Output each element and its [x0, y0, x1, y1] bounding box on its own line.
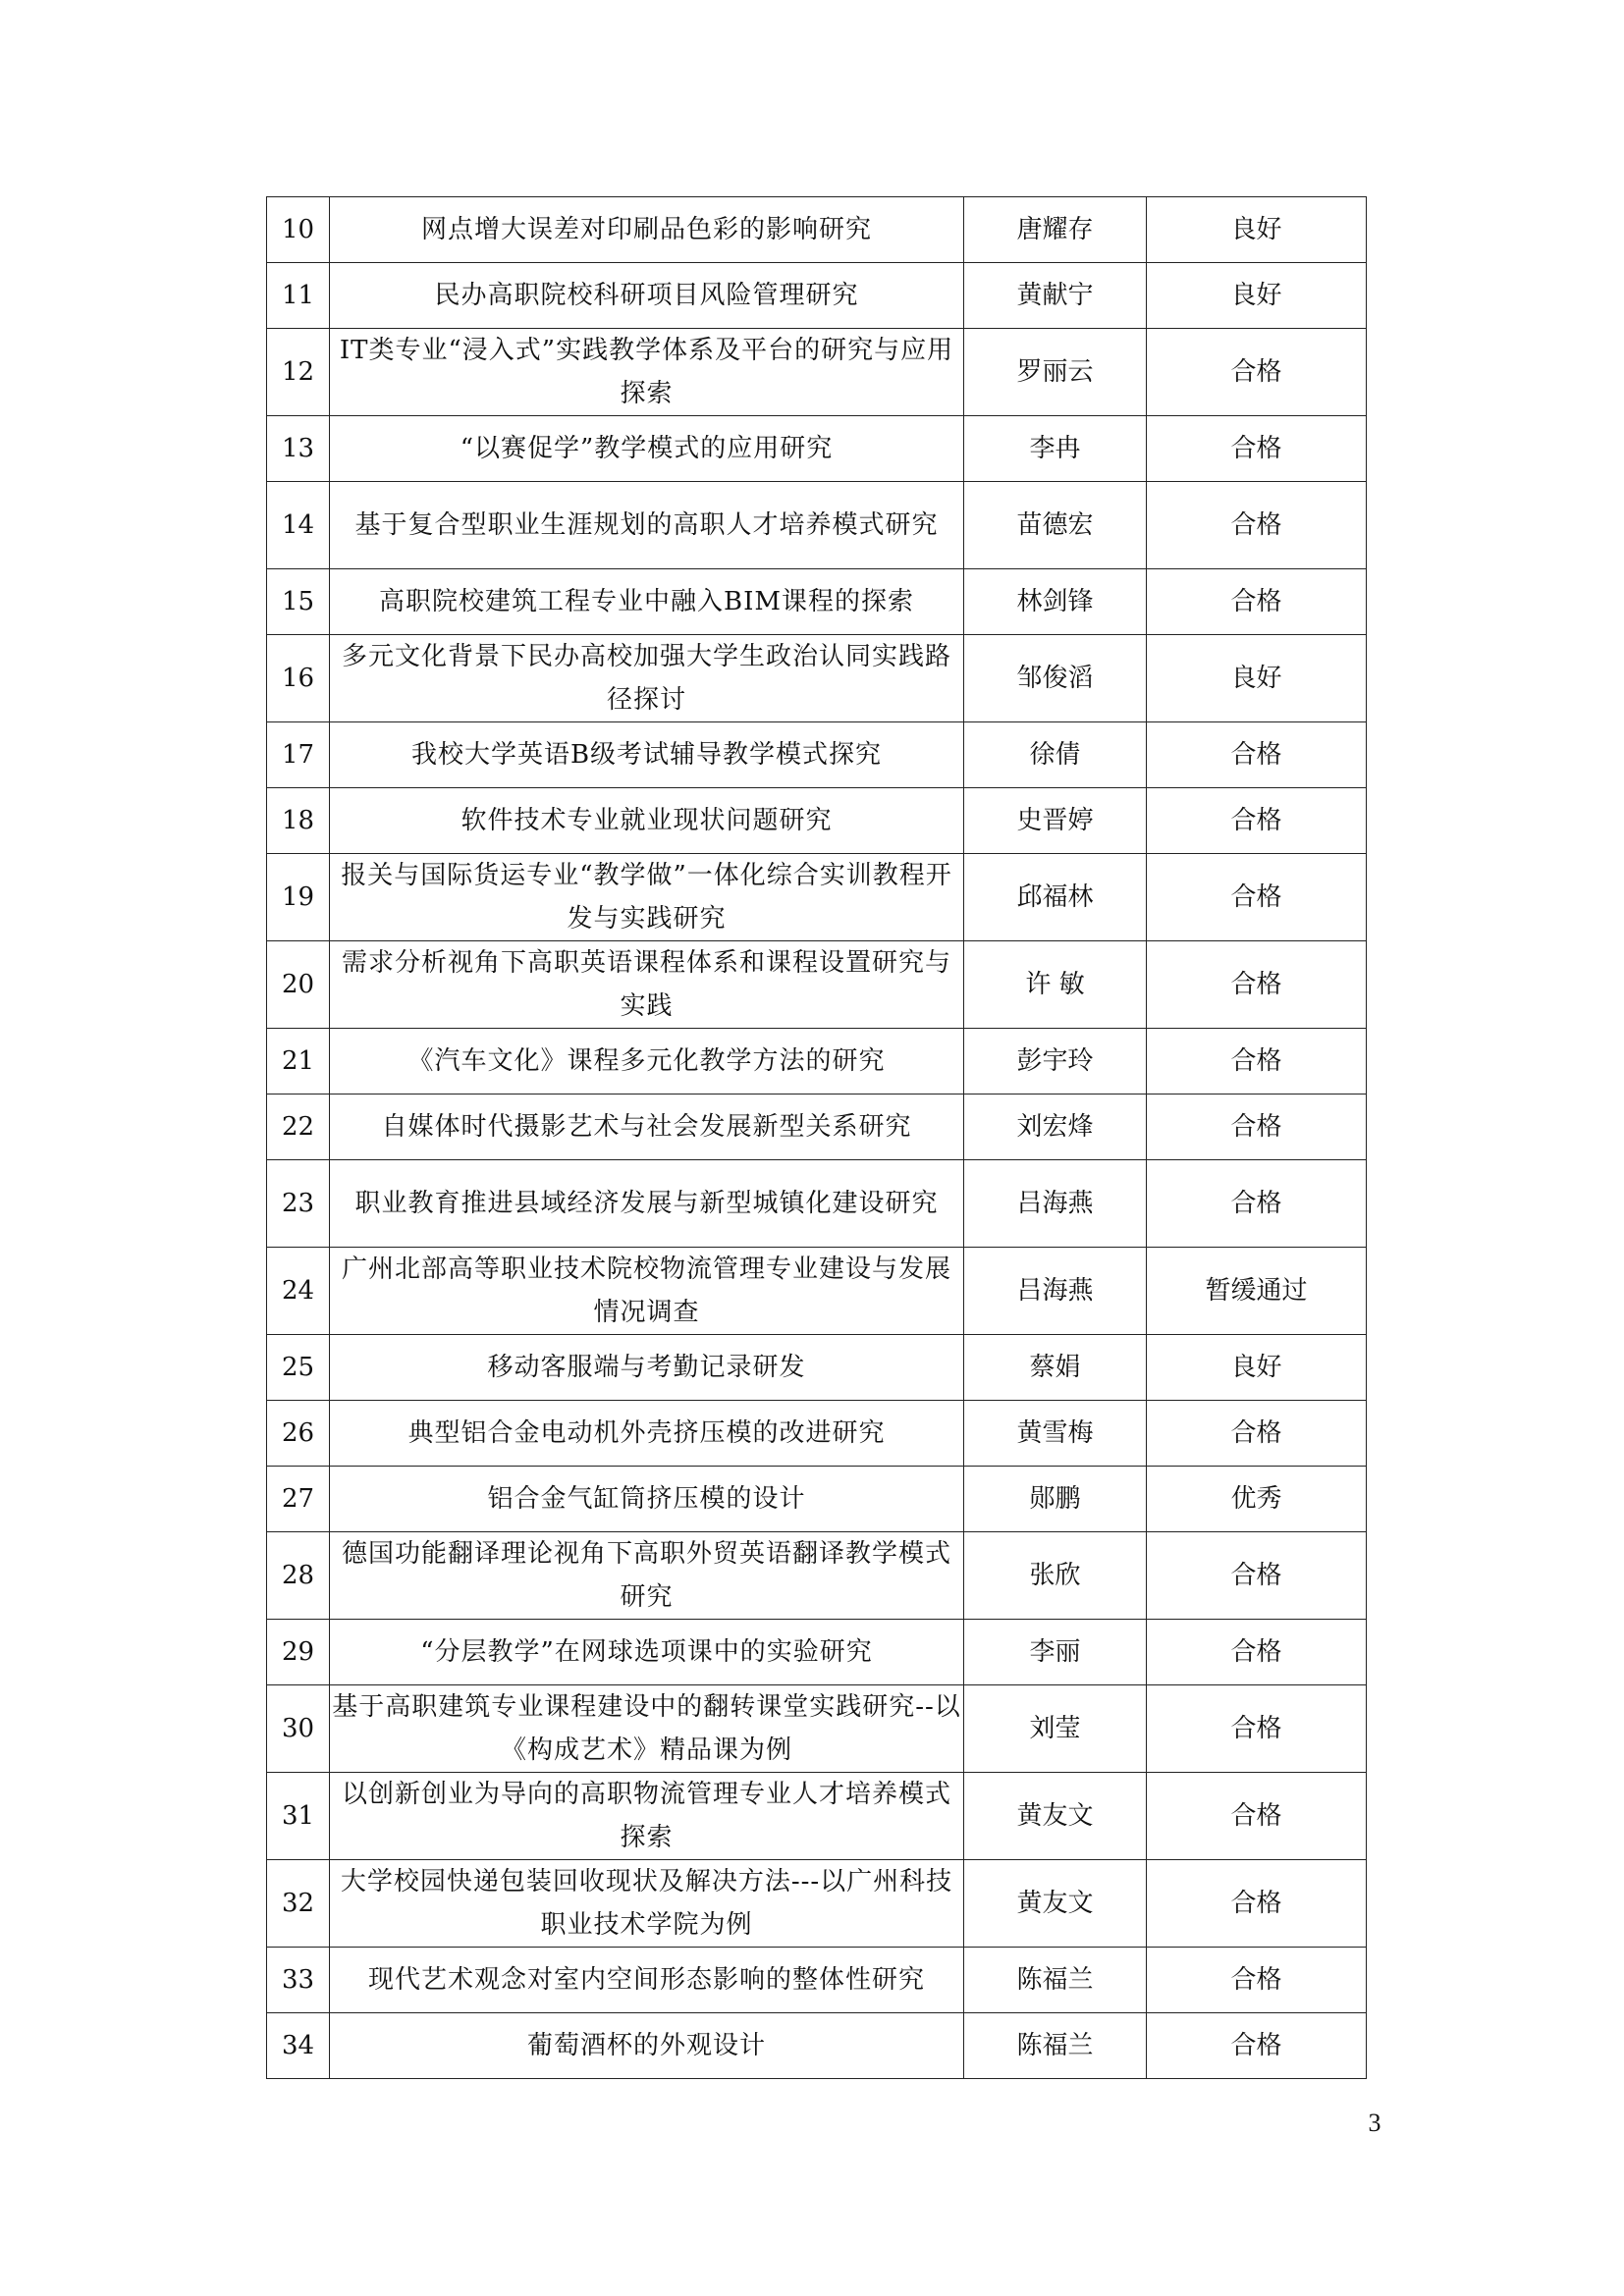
- evaluation-result-cell: 合格: [1147, 1860, 1367, 1948]
- row-number-cell: 22: [267, 1095, 330, 1160]
- row-number-cell: 24: [267, 1248, 330, 1335]
- row-number-cell: 33: [267, 1948, 330, 2013]
- table-row: [267, 1773, 1367, 1860]
- table-row: [267, 1335, 1367, 1401]
- project-title-cell: 基于复合型职业生涯规划的高职人才培养模式研究: [330, 482, 964, 569]
- project-title-cell: 《汽车文化》课程多元化教学方法的研究: [330, 1029, 964, 1095]
- leader-name-cell: 邱福林: [964, 854, 1147, 941]
- row-number-cell: 13: [267, 416, 330, 482]
- table-row: [267, 788, 1367, 854]
- project-title-cell: 报关与国际货运专业“教学做”一体化综合实训教程开发与实践研究: [330, 854, 964, 941]
- project-title-cell: “以赛促学”教学模式的应用研究: [330, 416, 964, 482]
- evaluation-result-cell: 合格: [1147, 569, 1367, 635]
- table-row: [267, 1620, 1367, 1685]
- project-title-cell: 现代艺术观念对室内空间形态影响的整体性研究: [330, 1948, 964, 2013]
- table-row: [267, 722, 1367, 788]
- leader-name-cell: 许 敏: [964, 941, 1147, 1029]
- project-title-cell: 广州北部高等职业技术院校物流管理专业建设与发展情况调查: [330, 1248, 964, 1335]
- table-row: [267, 1095, 1367, 1160]
- row-number-cell: 21: [267, 1029, 330, 1095]
- row-number-cell: 14: [267, 482, 330, 569]
- table-row: [267, 1401, 1367, 1467]
- evaluation-result-cell: 合格: [1147, 1948, 1367, 2013]
- row-number-cell: 19: [267, 854, 330, 941]
- table-row: [267, 197, 1367, 263]
- table-row: [267, 1160, 1367, 1248]
- leader-name-cell: 蔡娟: [964, 1335, 1147, 1401]
- row-number-cell: 31: [267, 1773, 330, 1860]
- leader-name-cell: 李冉: [964, 416, 1147, 482]
- project-title-cell: “分层教学”在网球选项课中的实验研究: [330, 1620, 964, 1685]
- project-title-cell: 典型铝合金电动机外壳挤压模的改进研究: [330, 1401, 964, 1467]
- project-title-cell: 移动客服端与考勤记录研发: [330, 1335, 964, 1401]
- project-title-cell: 大学校园快递包装回收现状及解决方法---以广州科技职业技术学院为例: [330, 1860, 964, 1948]
- project-title-cell: 多元文化背景下民办高校加强大学生政治认同实践路径探讨: [330, 635, 964, 722]
- evaluation-result-cell: 优秀: [1147, 1467, 1367, 1532]
- leader-name-cell: 刘宏烽: [964, 1095, 1147, 1160]
- evaluation-result-cell: 合格: [1147, 788, 1367, 854]
- evaluation-result-cell: 合格: [1147, 329, 1367, 416]
- project-title-cell: 职业教育推进县域经济发展与新型城镇化建设研究: [330, 1160, 964, 1248]
- project-title-cell: 民办高职院校科研项目风险管理研究: [330, 263, 964, 329]
- table-row: [267, 1948, 1367, 2013]
- row-number-cell: 27: [267, 1467, 330, 1532]
- table-row: [267, 263, 1367, 329]
- leader-name-cell: 苗德宏: [964, 482, 1147, 569]
- row-number-cell: 30: [267, 1685, 330, 1773]
- row-number-cell: 16: [267, 635, 330, 722]
- leader-name-cell: 陈福兰: [964, 2013, 1147, 2079]
- row-number-cell: 20: [267, 941, 330, 1029]
- row-number-cell: 26: [267, 1401, 330, 1467]
- project-title-cell: 软件技术专业就业现状问题研究: [330, 788, 964, 854]
- evaluation-result-cell: 良好: [1147, 197, 1367, 263]
- project-title-cell: 铝合金气缸筒挤压模的设计: [330, 1467, 964, 1532]
- leader-name-cell: 黄献宁: [964, 263, 1147, 329]
- row-number-cell: 18: [267, 788, 330, 854]
- table-row: [267, 1685, 1367, 1773]
- table-row: [267, 1860, 1367, 1948]
- project-results-table: [266, 196, 1367, 2079]
- table-row: [267, 1532, 1367, 1620]
- evaluation-result-cell: 合格: [1147, 1532, 1367, 1620]
- leader-name-cell: 郧鹏: [964, 1467, 1147, 1532]
- page-number: 3: [1368, 2109, 1381, 2137]
- evaluation-result-cell: 合格: [1147, 1620, 1367, 1685]
- evaluation-result-cell: 合格: [1147, 1029, 1367, 1095]
- table-row: [267, 1467, 1367, 1532]
- evaluation-result-cell: 合格: [1147, 941, 1367, 1029]
- evaluation-result-cell: 合格: [1147, 2013, 1367, 2079]
- table-row: [267, 1029, 1367, 1095]
- evaluation-result-cell: 良好: [1147, 1335, 1367, 1401]
- leader-name-cell: 李丽: [964, 1620, 1147, 1685]
- project-title-cell: IT类专业“浸入式”实践教学体系及平台的研究与应用探索: [330, 329, 964, 416]
- table-row: [267, 635, 1367, 722]
- evaluation-result-cell: 合格: [1147, 1773, 1367, 1860]
- leader-name-cell: 史晋婷: [964, 788, 1147, 854]
- leader-name-cell: 张欣: [964, 1532, 1147, 1620]
- leader-name-cell: 唐耀存: [964, 197, 1147, 263]
- row-number-cell: 29: [267, 1620, 330, 1685]
- evaluation-result-cell: 合格: [1147, 1685, 1367, 1773]
- leader-name-cell: 吕海燕: [964, 1248, 1147, 1335]
- table-row: [267, 416, 1367, 482]
- leader-name-cell: 吕海燕: [964, 1160, 1147, 1248]
- table-row: [267, 941, 1367, 1029]
- leader-name-cell: 黄友文: [964, 1860, 1147, 1948]
- table-row: [267, 482, 1367, 569]
- table-row: [267, 2013, 1367, 2079]
- row-number-cell: 34: [267, 2013, 330, 2079]
- evaluation-result-cell: 合格: [1147, 416, 1367, 482]
- evaluation-result-cell: 合格: [1147, 1095, 1367, 1160]
- leader-name-cell: 黄雪梅: [964, 1401, 1147, 1467]
- project-title-cell: 我校大学英语B级考试辅导教学模式探究: [330, 722, 964, 788]
- project-title-cell: 葡萄酒杯的外观设计: [330, 2013, 964, 2079]
- evaluation-result-cell: 合格: [1147, 482, 1367, 569]
- leader-name-cell: 徐倩: [964, 722, 1147, 788]
- evaluation-result-cell: 合格: [1147, 1160, 1367, 1248]
- leader-name-cell: 彭宇玲: [964, 1029, 1147, 1095]
- row-number-cell: 10: [267, 197, 330, 263]
- project-title-cell: 以创新创业为导向的高职物流管理专业人才培养模式探索: [330, 1773, 964, 1860]
- table-row: [267, 1248, 1367, 1335]
- row-number-cell: 32: [267, 1860, 330, 1948]
- evaluation-result-cell: 良好: [1147, 635, 1367, 722]
- table-row: [267, 854, 1367, 941]
- table-row: [267, 329, 1367, 416]
- project-title-cell: 高职院校建筑工程专业中融入BIM课程的探索: [330, 569, 964, 635]
- row-number-cell: 25: [267, 1335, 330, 1401]
- leader-name-cell: 黄友文: [964, 1773, 1147, 1860]
- leader-name-cell: 邹俊滔: [964, 635, 1147, 722]
- evaluation-result-cell: 合格: [1147, 722, 1367, 788]
- evaluation-result-cell: 良好: [1147, 263, 1367, 329]
- row-number-cell: 15: [267, 569, 330, 635]
- row-number-cell: 28: [267, 1532, 330, 1620]
- evaluation-result-cell: 暂缓通过: [1147, 1248, 1367, 1335]
- project-title-cell: 网点增大误差对印刷品色彩的影响研究: [330, 197, 964, 263]
- row-number-cell: 11: [267, 263, 330, 329]
- leader-name-cell: 林剑锋: [964, 569, 1147, 635]
- table-row: [267, 569, 1367, 635]
- row-number-cell: 23: [267, 1160, 330, 1248]
- project-title-cell: 基于高职建筑专业课程建设中的翻转课堂实践研究--以《构成艺术》精品课为例: [330, 1685, 964, 1773]
- table-body: [267, 197, 1367, 2079]
- row-number-cell: 12: [267, 329, 330, 416]
- evaluation-result-cell: 合格: [1147, 854, 1367, 941]
- leader-name-cell: 陈福兰: [964, 1948, 1147, 2013]
- project-title-cell: 自媒体时代摄影艺术与社会发展新型关系研究: [330, 1095, 964, 1160]
- row-number-cell: 17: [267, 722, 330, 788]
- project-title-cell: 德国功能翻译理论视角下高职外贸英语翻译教学模式研究: [330, 1532, 964, 1620]
- leader-name-cell: 罗丽云: [964, 329, 1147, 416]
- leader-name-cell: 刘莹: [964, 1685, 1147, 1773]
- project-title-cell: 需求分析视角下高职英语课程体系和课程设置研究与实践: [330, 941, 964, 1029]
- evaluation-result-cell: 合格: [1147, 1401, 1367, 1467]
